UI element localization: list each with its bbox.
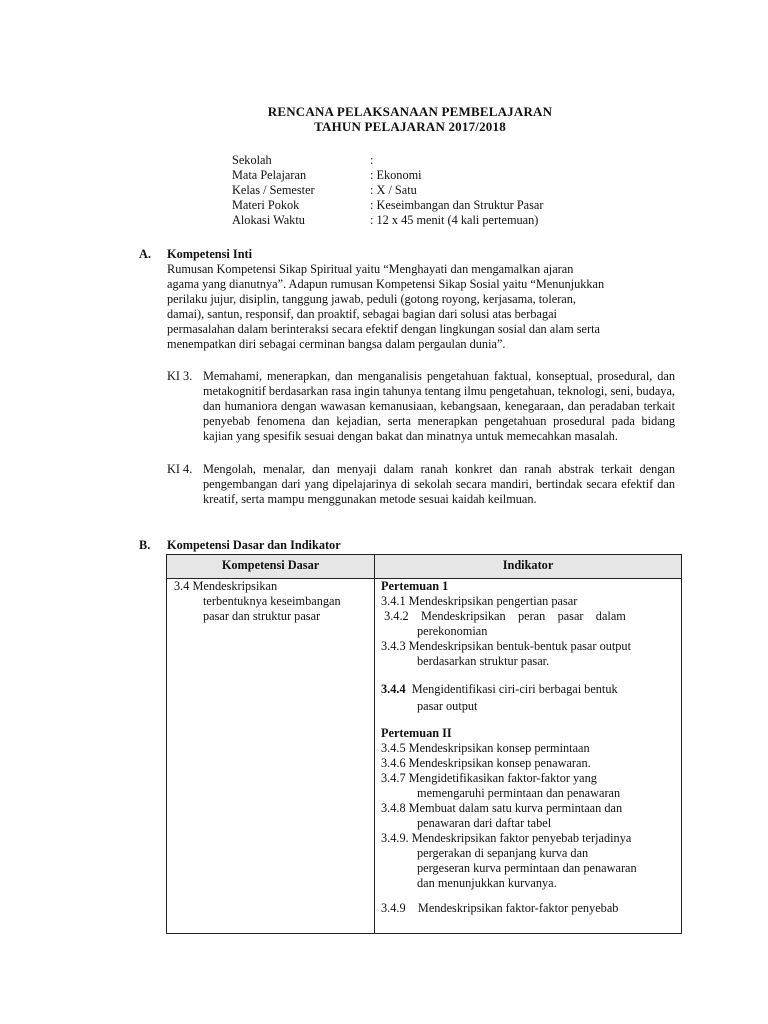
column-divider [374,555,375,933]
indicator-line: 3.4.7 Mengidetifikasikan faktor-faktor yang [381,771,597,785]
info-row-sekolah [232,153,543,168]
info-label: Mata Pelajaran [232,168,307,182]
kd-line: pasar dan struktur pasar [203,609,321,623]
kompetensi-dasar-table [166,554,682,934]
identity-block [232,153,543,228]
paragraph-line: agama yang dianutnya”. Adapun rumusan Kompetensi Sikap Sosial yaitu “Menunjukkan [167,277,605,291]
paragraph-line: permasalahan dalam berinteraksi secara efektif dengan lingkungan sosial dan alam serta [167,322,600,336]
info-value: : Ekonomi [370,168,422,182]
info-label: Alokasi Waktu [232,213,305,227]
info-label: Sekolah [232,153,272,167]
indicator-line: pergerakan di sepanjang kurva dan [417,846,589,860]
info-label: Kelas / Semester [232,183,315,197]
paragraph-line: perilaku jujur, disiplin, tanggung jawab, peduli (gotong royong, kerjasama, toleran, [167,292,576,306]
indikator-continuation [381,901,681,916]
indikator-pertemuan-1 [381,579,681,714]
pertemuan-heading: Pertemuan II [381,726,452,740]
indicator-line: 3.4.6 Mendeskripsikan konsep penawaran. [381,756,591,770]
column-header-indikator: Indikator [502,558,554,572]
document-subtitle: TAHUN PELAJARAN 2017/2018 [314,119,506,134]
indicator-line: berdasarkan struktur pasar. [417,654,550,668]
info-value: : X / Satu [370,183,417,197]
document-title: RENCANA PELAKSANAAN PEMBELAJARAN [267,104,553,119]
section-number: B. [139,538,151,552]
indicator-line: 3.4.9 Mendeskripsikan faktor-faktor penyebab [381,901,619,915]
info-value: : 12 x 45 menit (4 kali pertemuan) [370,213,539,227]
indicator-line: 3.4.8 Membuat dalam satu kurva permintaan dan [381,801,623,815]
indicator-line: 3.4.1 Mendeskripsikan pengertian pasar [381,594,578,608]
kompetensi-inti-paragraph [167,262,604,352]
ki3-label: KI 3. [167,369,193,383]
indicator-line [381,682,681,697]
indicator-line: 3.4.3 Mendeskripsikan bentuk-bentuk pasar output [381,639,631,653]
ki3-text: Memahami, menerapkan, dan menganalisis pengetahuan faktual, konseptual, prosedural, dan metakognitif berdasarkan rasa ingin tahunya tentang ilmu pengetahuan, teknologi, seni, budaya, dan humaniora dengan wawasan kemanusiaan, kebangsaan, kenegaraan, dan peradaban terkait penyebab fenomena dan kejadian, serta menerapkan pengetahuan prosedural pada bidang kajian yang spesifik sesuai dengan bakat dan minatnya untuk memecahkan masalah. [203,369,675,443]
info-row-alokasi-waktu [232,213,543,228]
paragraph-line: menempatkan diri sebagai cerminan bangsa dalam pergaulan dunia”. [167,337,506,351]
paragraph-line: damai), santun, responsif, dan proaktif, sebagai bagian dari solusi atas berbagai [167,307,557,321]
kd-line: 3.4 Mendeskripsikan [174,579,278,593]
info-row-mata-pelajaran [232,168,543,183]
section-title: Kompetensi Inti [167,247,253,261]
kompetensi-dasar-cell [174,579,370,624]
section-title: Kompetensi Dasar dan Indikator [167,538,341,552]
indicator-line: 3.4.2 Mendeskripsikan peran pasar dalam [381,609,626,623]
info-value: : Keseimbangan dan Struktur Pasar [370,198,544,212]
indicator-line: memengaruhi permintaan dan penawaran [417,786,621,800]
ki4-text: Mengolah, menalar, dan menyaji dalam ranah konkret dan ranah abstrak terkait dengan pengembangan dari yang dipelajarinya di sekolah secara mandiri, bertindak secara efektif dan kreatif, serta mampu menggunakan metode sesuai kaidah keilmuan. [203,462,675,506]
section-number: A. [139,247,151,261]
indicator-line: penawaran dari daftar tabel [417,816,552,830]
column-header-kompetensi-dasar: Kompetensi Dasar [221,558,320,572]
indicator-text: Mengidentifikasi ciri-ciri berbagai bentuk [411,682,618,696]
indicator-line: dan menunjukkan kurvanya. [417,876,557,890]
info-value: : [370,153,374,167]
indicator-line: pergeseran kurva permintaan dan penawaran [417,861,637,875]
indicator-number: 3.4.4 [381,682,406,696]
pertemuan-heading: Pertemuan 1 [381,579,449,593]
indikator-pertemuan-2 [381,726,681,891]
info-label: Materi Pokok [232,198,300,212]
table-header-row [167,555,681,579]
ki4-label: KI 4. [167,462,193,476]
indicator-line: 3.4.5 Mendeskripsikan konsep permintaan [381,741,590,755]
paragraph-line: Rumusan Kompetensi Sikap Spiritual yaitu “Menghayati dan mengamalkan ajaran [167,262,574,276]
indicator-line: 3.4.9. Mendeskripsikan faktor penyebab terjadinya [381,831,632,845]
info-row-kelas-semester [232,183,543,198]
indicator-line: perekonomian [417,624,488,638]
indicator-line: pasar output [417,699,478,713]
kd-line: terbentuknya keseimbangan [203,594,341,608]
info-row-materi-pokok [232,198,543,213]
